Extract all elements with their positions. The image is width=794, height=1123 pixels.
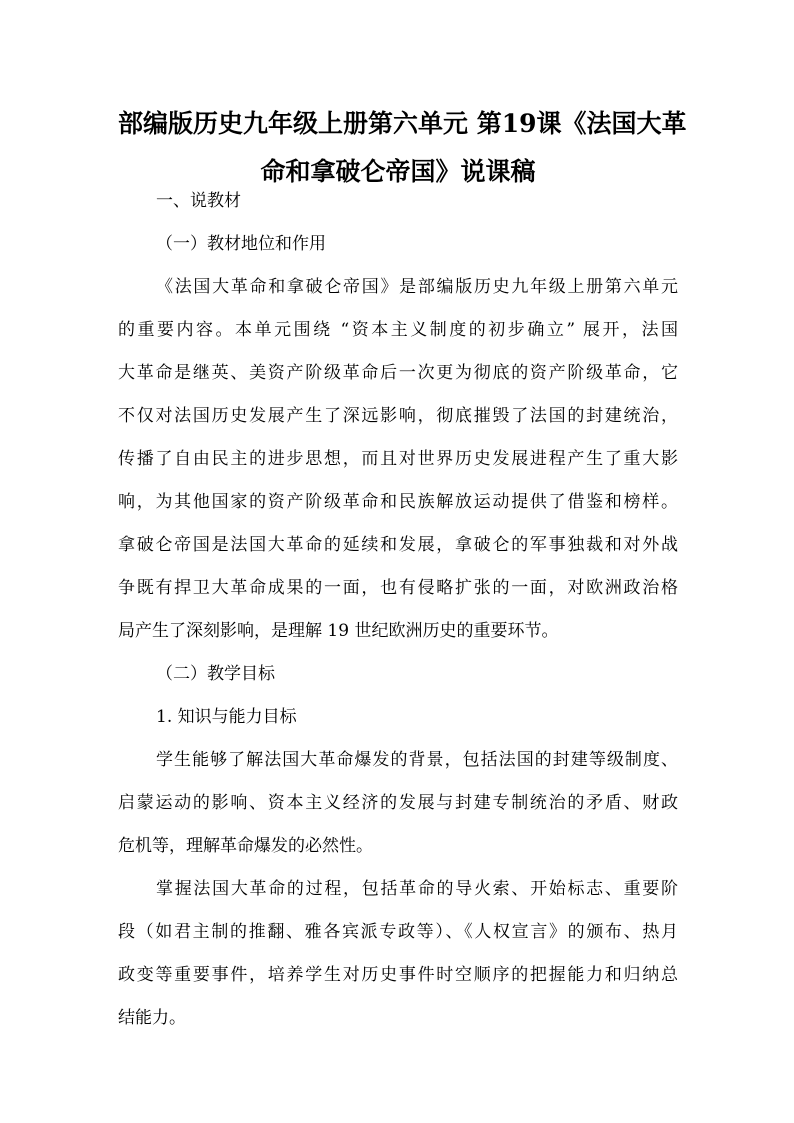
text-line: 启蒙运动的影响、资本主义经济的发展与封建专制统治的矛盾、财政 [118,793,678,813]
goal-heading: 1. 知识与能力目标 [156,707,297,727]
paragraph-process [118,868,678,1040]
subsection-heading: （二）教学目标 [156,664,275,684]
paragraph-textbook-role [118,266,678,653]
text-line: 结能力。 [118,1008,186,1028]
text-line: 《法国大革命和拿破仑帝国》是部编版历史九年级上册第六单元 [156,277,678,297]
title-line: 命和拿破仑帝国》说课稿 [260,157,536,186]
text-line: 响，为其他国家的资产阶级革命和民族解放运动提供了借鉴和榜样。 [118,492,678,512]
text-line: 拿破仑帝国是法国大革命的延续和发展，拿破仑的军事独裁和对外战 [118,535,678,555]
title-line: 部编版历史九年级上册第六单元 第19课《法国大革 [118,109,687,138]
document-body [118,180,678,1040]
section-heading: 一、说教材 [156,191,241,211]
text-line: 大革命是继英、美资产阶级革命后一次更为彻底的资产阶级革命，它 [118,363,678,383]
text-line: 局产生了深刻影响，是理解 19 世纪欧洲历史的重要环节。 [118,621,559,641]
text-line: 争既有捍卫大革命成果的一面，也有侵略扩张的一面，对欧洲政治格 [118,578,678,598]
text-line: 学生能够了解法国大革命爆发的背景，包括法国的封建等级制度、 [156,750,678,770]
text-line: 政变等重要事件，培养学生对历史事件时空顺序的把握能力和归纳总 [118,965,678,985]
subsection-heading: （一）教材地位和作用 [156,234,326,254]
text-line: 危机等，理解革命爆发的必然性。 [118,836,373,856]
paragraph-background [118,739,678,868]
text-line: 掌握法国大革命的过程，包括革命的导火索、开始标志、重要阶 [156,879,678,899]
text-line: 段（如君主制的推翻、雅各宾派专政等）、《人权宣言》的颁布、热月 [118,922,678,942]
text-line: 的重要内容。本单元围绕 “资本主义制度的初步确立” 展开，法国 [118,320,678,340]
text-line: 传播了自由民主的进步思想，而且对世界历史发展进程产生了重大影 [118,449,678,469]
text-line: 不仅对法国历史发展产生了深远影响，彻底摧毁了法国的封建统治， [118,406,678,426]
